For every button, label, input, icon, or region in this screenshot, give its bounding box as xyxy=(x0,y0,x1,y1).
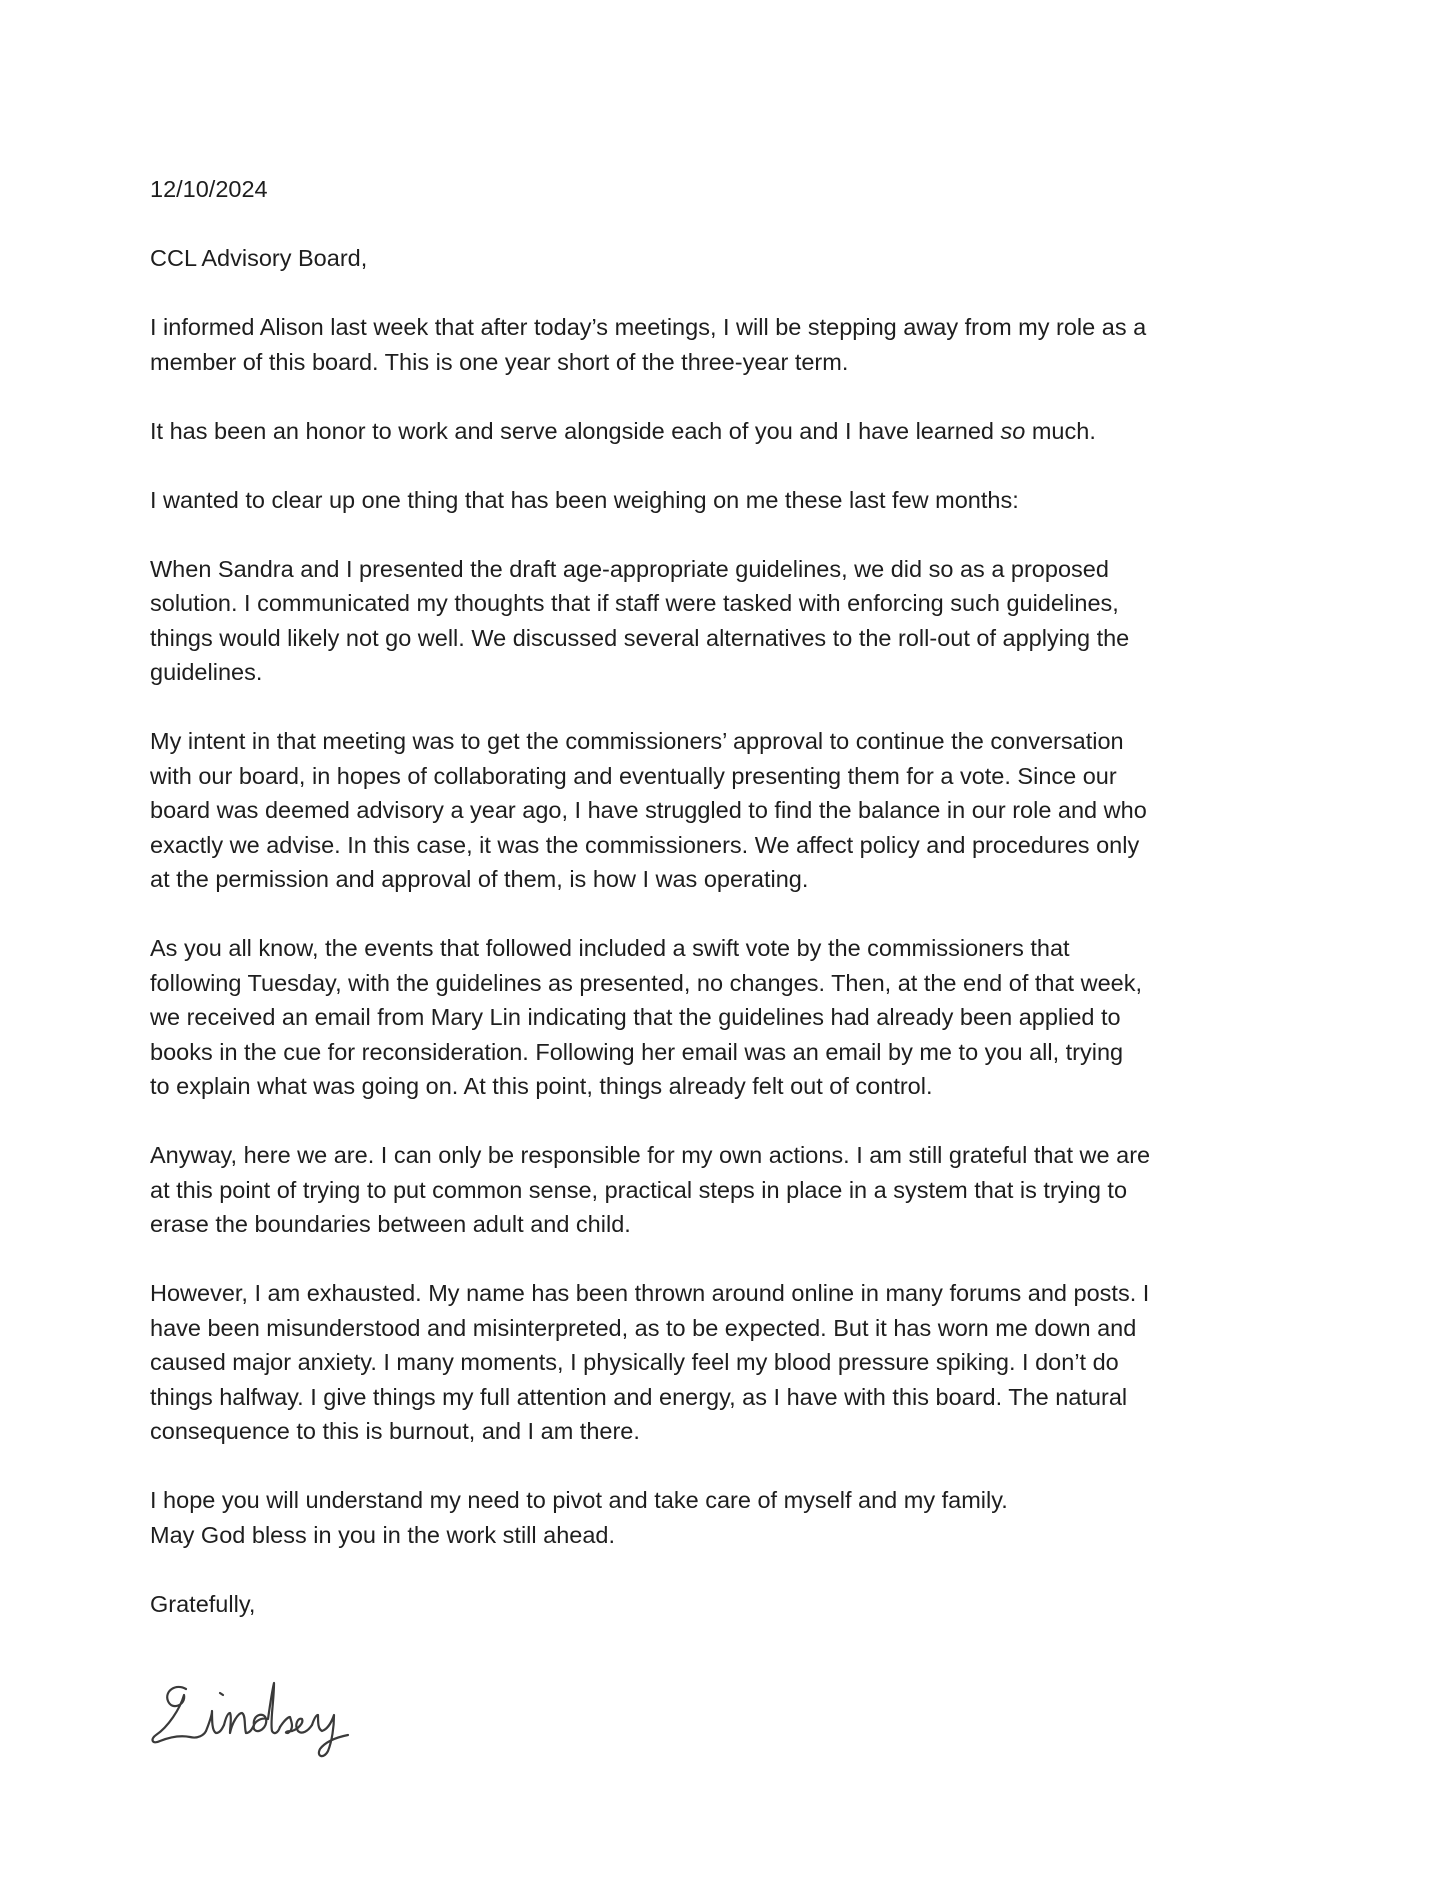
letter-body xyxy=(150,172,1270,1761)
paragraph-1: I informed Alison last week that after today’s meetings, I will be stepping away from my role as a member of this board. This is one year short of the three-year term. xyxy=(150,314,1147,375)
paragraph-6: As you all know, the events that followed included a swift vote by the commissioners that following Tuesday, with the guidelines as presented, no changes. Then, at the end of that week, we received an email from Mary Lin indicating that the guidelines had already been applied to books in the cue for reconsideration. Following her email was an email by me to you all, trying to explain what was going on. At this point, things already felt out of control. xyxy=(150,935,1143,1099)
paragraph-9: I hope you will understand my need to pivot and take care of myself and my family. May God bless in you in the work still ahead. xyxy=(150,1487,1008,1548)
paragraph-4: When Sandra and I presented the draft age-appropriate guidelines, we did so as a proposed solution. I communicated my thoughts that if staff were tasked with enforcing such guidelines, things would likely not go well. We discussed several alternatives to the roll-out of applying the guidelines. xyxy=(150,555,1130,685)
paragraph-7: Anyway, here we are. I can only be responsible for my own actions. I am still grateful that we are at this point of trying to put common sense, practical steps in place in a system that is trying to erase the boundaries between adult and child. xyxy=(150,1142,1151,1237)
paragraph-2-text: It has been an honor to work and serve alongside each of you and I have learned xyxy=(150,417,1001,444)
paragraph-2-tail: much. xyxy=(1025,417,1096,444)
paragraph-2-emphasis: so xyxy=(1000,417,1026,444)
paragraph-3: I wanted to clear up one thing that has been weighing on me these last few months: xyxy=(150,486,1019,513)
paragraph-2 xyxy=(150,414,1270,449)
letter-date: 12/10/2024 xyxy=(150,176,268,202)
letter-salutation: CCL Advisory Board, xyxy=(150,245,368,271)
paragraph-5: My intent in that meeting was to get the commissioners’ approval to continue the conversation with our board, in hopes of collaborating and eventually presenting them for a vote. Since our board was deemed advisory a year ago, I have struggled to find the balance in our role and who exactly we advise. In this case, it was the commissioners. We affect policy and procedures only at the permission and approval of them, is how I was operating. xyxy=(150,728,1147,892)
handwritten-signature xyxy=(146,1661,376,1761)
letter-closing: Gratefully, xyxy=(150,1590,256,1617)
paragraph-8: However, I am exhausted. My name has been thrown around online in many forums and posts. I have been misunderstood and misinterpreted, as to be expected. But it has worn me down and caused major anxiety. I many moments, I physically feel my blood pressure spiking. I don’t do things halfway. I give things my full attention and energy, as I have with this board. The natural consequence to this is burnout, and I am there. xyxy=(150,1280,1150,1444)
